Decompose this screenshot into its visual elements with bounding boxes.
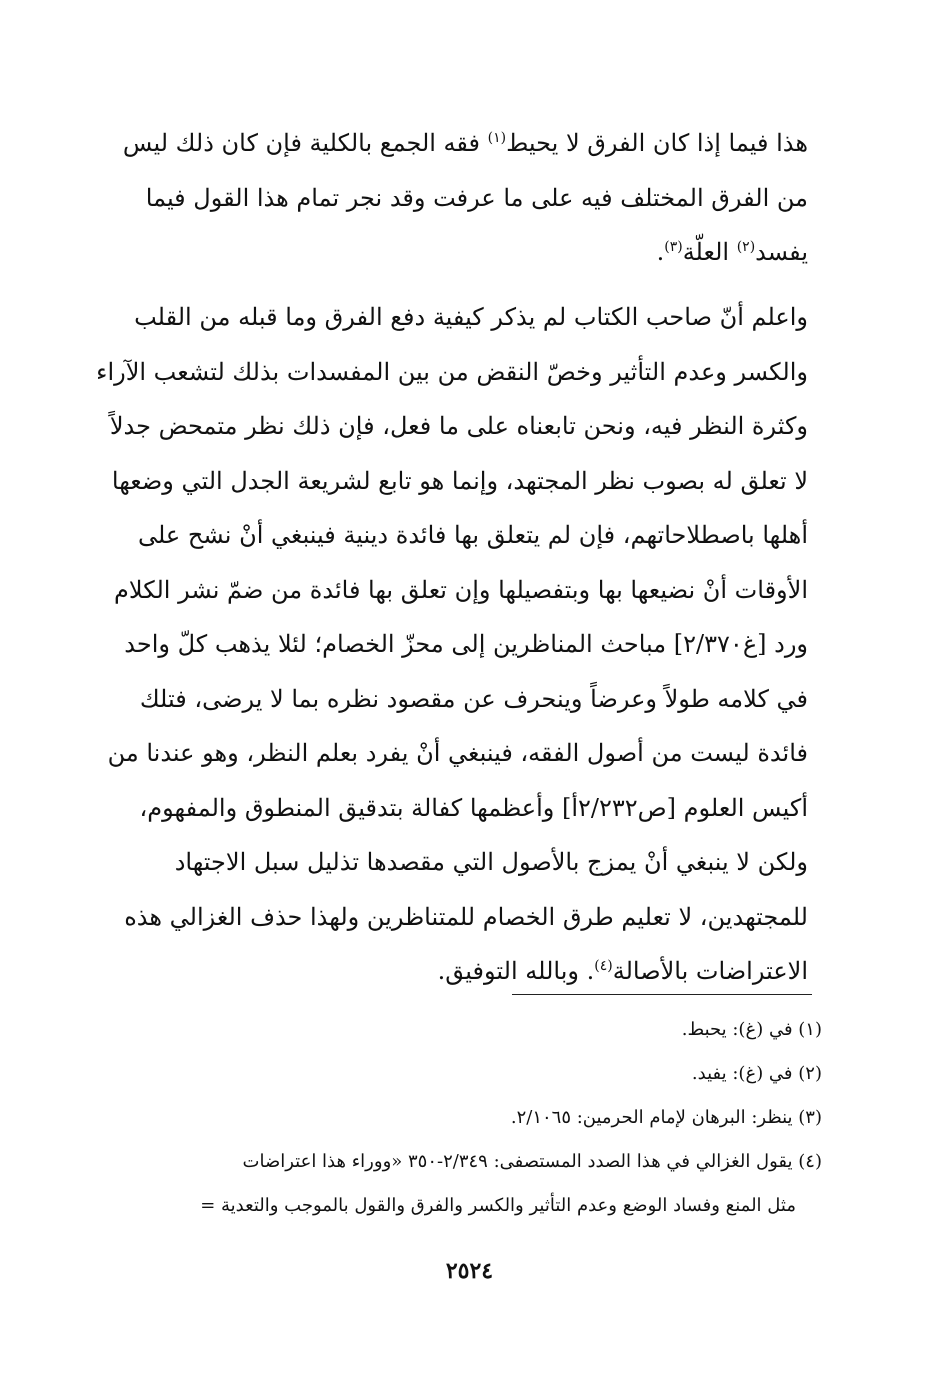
footnote-2: (٢) في (غ): يفيد. (691, 1063, 822, 1084)
text-line: الأوقات أنْ نضيعها بها وبتفصيلها وإن تعلق بها فائدة من ضمّ نشر الكلام (114, 575, 808, 604)
footnote-ref-1[interactable]: (١) (487, 130, 507, 146)
text-line: في كلامه طولاً وعرضاً وينحرف عن مقصود نظره بما لا يرضى، فتلك (139, 684, 808, 713)
page-number: ٢٥٢٤ (445, 1258, 494, 1284)
text-line: يفسد$^{(٢)}$ العلّة$^{(٣)}$. (656, 238, 808, 266)
footnote-ref-4[interactable]: (٤) (594, 958, 613, 974)
footnote-separator (512, 994, 812, 995)
text-line: الاعتراضات بالأصالة$^{(٤)}$. وبالله التوفيق. (437, 957, 808, 985)
footnote-3: (٣) ينظر: البرهان لإمام الحرمين: ٢/١٠٦٥. (510, 1107, 822, 1128)
text-line: من الفرق المختلف فيه على ما عرفت وقد نجر تمام هذا القول فيما (145, 183, 808, 212)
text-line: فائدة ليست من أصول الفقه، فينبغي أنْ يفرد بعلم النظر، وهو عندنا من (107, 739, 808, 767)
text-line: ورد [غ٢/٣٧٠] مباحث المناظرين إلى محزّ الخصام؛ لئلا يذهب كلّ واحد (124, 630, 808, 658)
footnote-1: (١) في (غ): يحبط. (681, 1019, 822, 1040)
text-line: واعلم أنّ صاحب الكتاب لم يذكر كيفية دفع الفرق وما قبله من القلب (134, 303, 808, 331)
text-line: أهلها باصطلاحاتهم، فإن لم يتعلق بها فائدة دينية فينبغي أنْ نشح على (137, 521, 808, 549)
footnotes (118, 1008, 822, 1228)
text-line: ولكن لا ينبغي أنْ يمزج بالأصول التي مقصدها تذليل سبل الاجتهاد (174, 848, 808, 876)
footnote-4-continued: مثل المنع وفساد الوضع وعدم التأثير والكسر والفرق والقول بالموجب والتعدية = (200, 1195, 796, 1216)
footnote-4: (٤) يقول الغزالي في هذا الصدد المستصفى: ٢/٣٤٩-٣٥٠ «ووراء هذا اعتراضات (242, 1151, 822, 1172)
footnote-ref-2[interactable]: (٢) (736, 239, 756, 255)
paragraph-2 (96, 290, 808, 999)
footnote-ref-3[interactable]: (٣) (664, 239, 683, 255)
text-line: وكثرة النظر فيه، ونحن تابعناه على ما فعل، فإن ذلك نظر متمحض جدلاً (109, 412, 808, 440)
text-line: لا تعلق له بصوب نظر المجتهد، وإنما هو تابع لشريعة الجدل التي وضعها (111, 466, 808, 495)
text-line: والكسر وعدم التأثير وخصّ النقض من بين المفسدات بذلك لتشعب الآراء (96, 357, 808, 386)
paragraph-1 (118, 116, 808, 280)
text-line: للمجتهدين، لا تعليم طرق الخصام للمتناظرين ولهذا حذف الغزالي هذه (124, 902, 808, 931)
text-line: هذا فيما إذا كان الفرق لا يحيط$^{(١)}$ فقه الجمع بالكلية فإن كان ذلك ليس (122, 129, 808, 157)
text-line: أكيس العلوم [ص٢/٢٣٢أ] وأعظمها كفالة بتدقيق المنطوق والمفهوم، (139, 793, 808, 822)
